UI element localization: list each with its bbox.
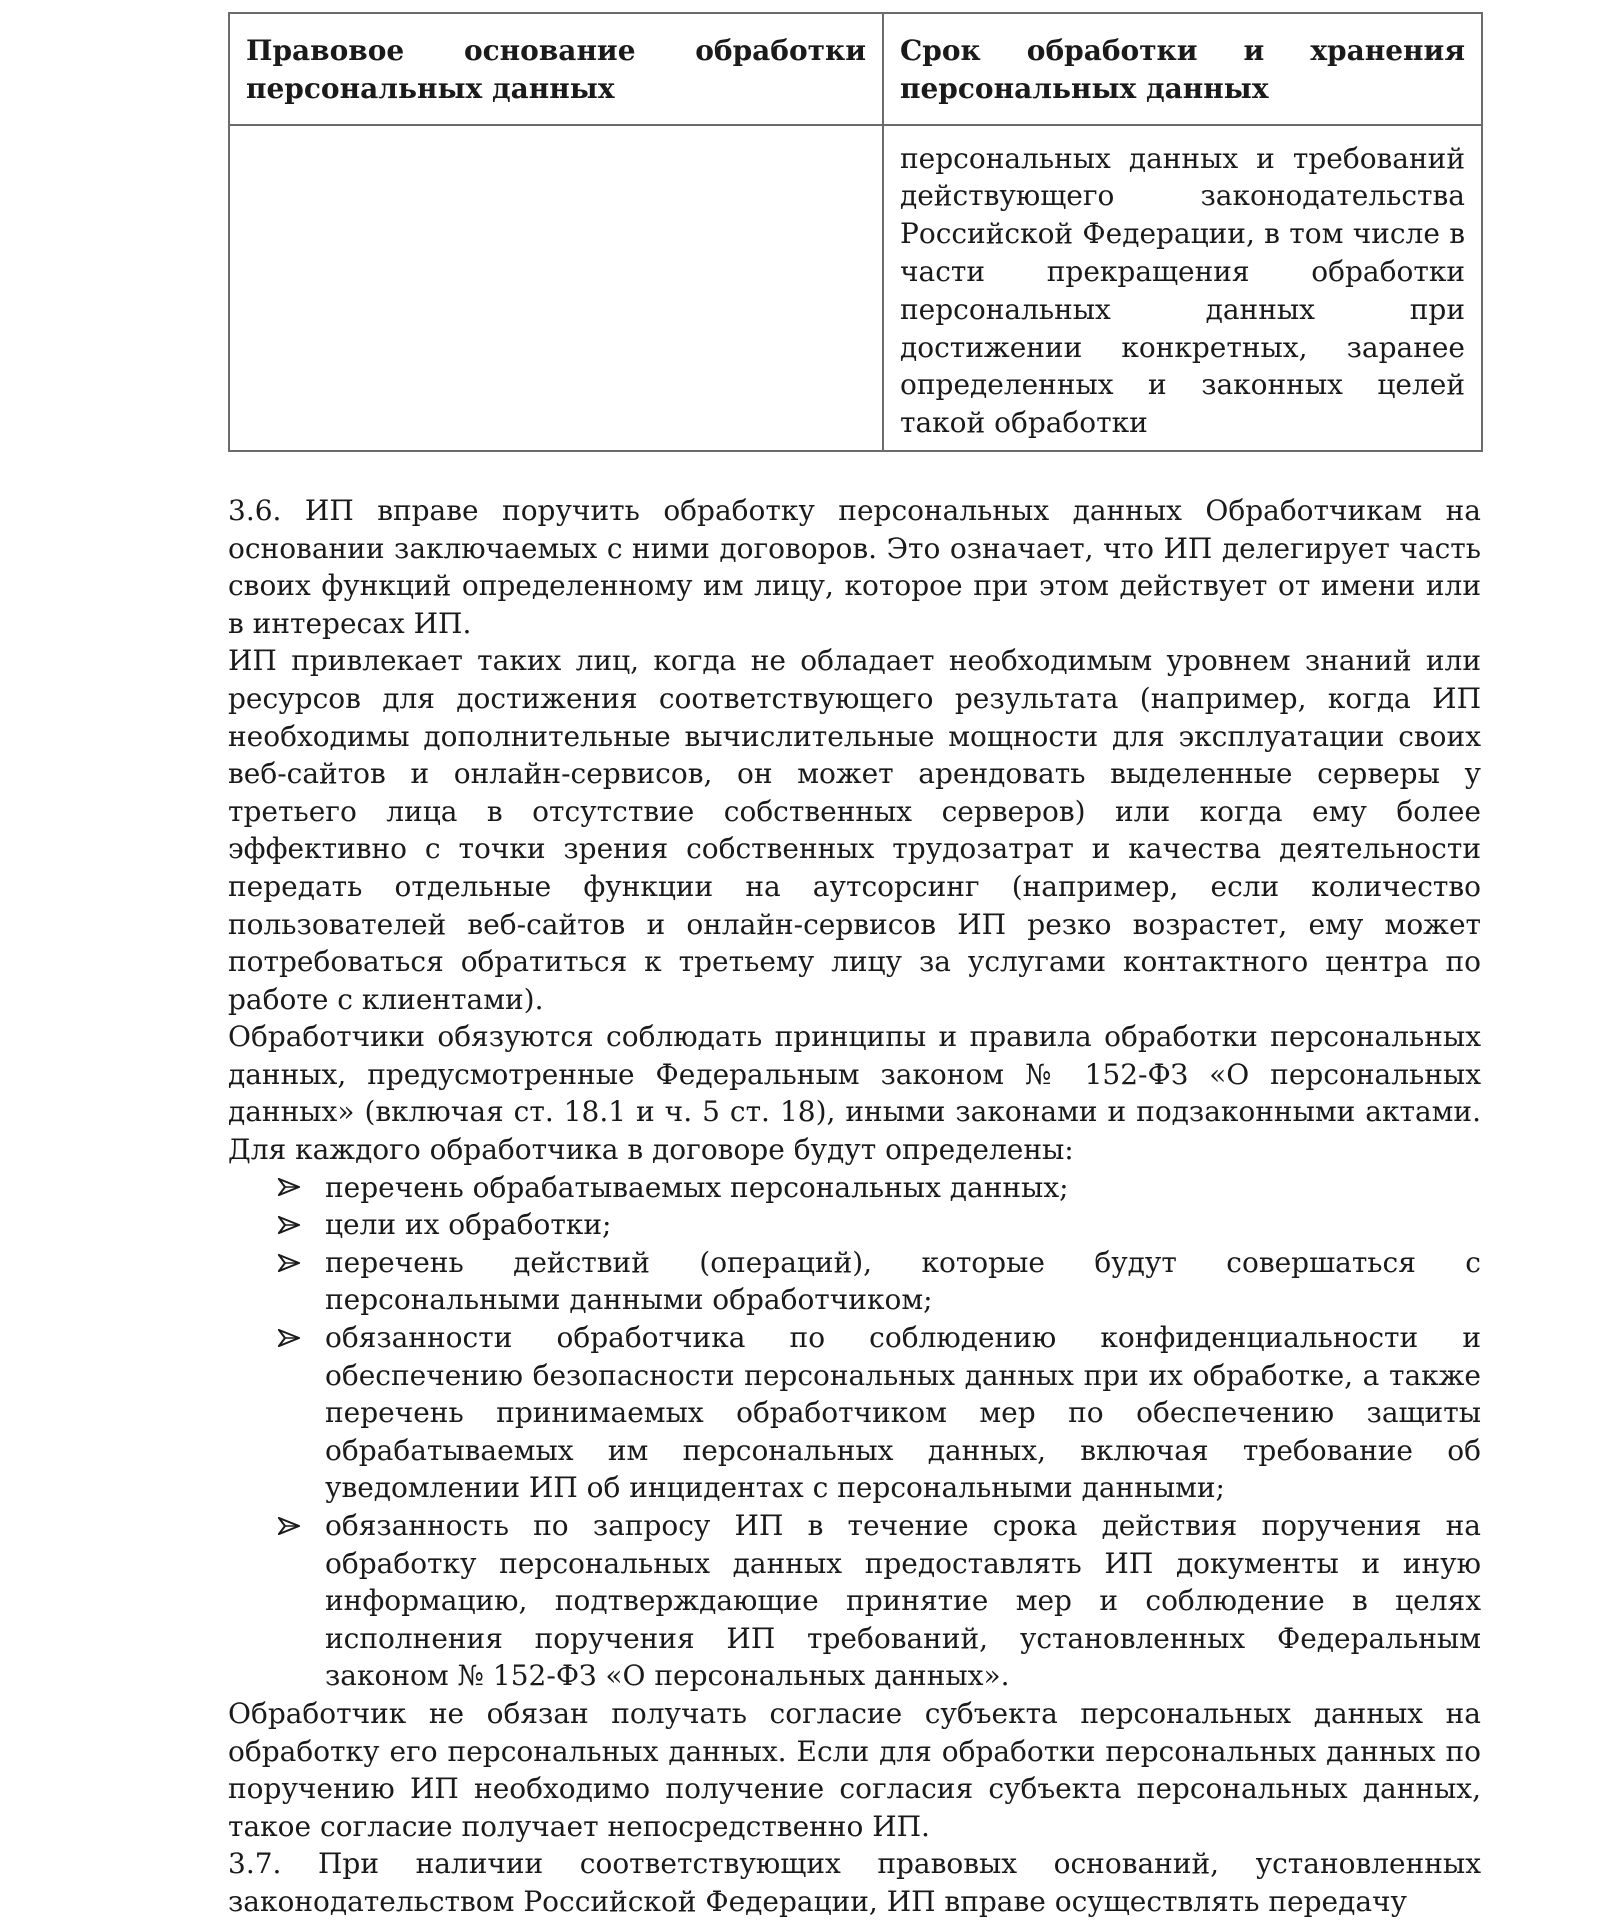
paragraph-processors-obligations: Обработчики обязуются соблюдать принципы и правила обработки персональных данных, предусмотренные Федеральным законом № 152-ФЗ «О персональных данных» (включая ст. 18.1 и ч. 5 ст. 18), иными законами и подзаконными актами. Для каждого обработчика в договоре будут определены:	[228, 1020, 1481, 1167]
arrowhead-bullet-icon	[278, 1507, 302, 1545]
list-item	[228, 1169, 1481, 1207]
list-item-text: перечень действий (операций), которые будут совершаться с персональными данными обработчиком;	[325, 1245, 1481, 1317]
paragraph-processors-purpose: ИП привлекает таких лиц, когда не обладает необходимым уровнем знаний или ресурсов для достижения соответствующего результата (например, когда ИП необходимы дополнительные вычислительные мощности для эксплуатации своих веб-сайтов и онлайн-сервисов, он может арендовать выделенные серверы у третьего лица в отсутствие собственных серверов) или когда ему более эффективно с точки зрения собственных трудозатрат и качества деятельности передать отдельные функции на аутсорсинг (например, если количество пользователей веб-сайтов и онлайн-сервисов ИП резко возрастет, ему может потребоваться обратиться к третьему лицу за услугами контактного центра по работе с клиентами).	[228, 644, 1481, 1016]
document-page	[228, 12, 1481, 1921]
list-item	[228, 1206, 1481, 1244]
cell-legal-basis	[229, 125, 883, 451]
arrowhead-bullet-icon	[278, 1319, 302, 1357]
retention-table	[228, 12, 1483, 452]
list-item-text: цели их обработки;	[325, 1208, 612, 1242]
cell-retention-period: персональных данных и требований действующего законодательства Российской Федерации, в том числе в части прекращения обработки персональных данных при достижении конкретных, заранее определенных и законных целей такой обработки	[883, 125, 1482, 451]
list-item	[228, 1507, 1481, 1695]
header-legal-basis: Правовое основание обработки персональных данных	[229, 13, 883, 125]
table-header-row	[229, 13, 1482, 125]
header-retention-period: Срок обработки и хранения персональных данных	[883, 13, 1482, 125]
arrowhead-bullet-icon	[278, 1206, 302, 1244]
arrowhead-bullet-icon	[278, 1169, 302, 1207]
list-item	[228, 1319, 1481, 1507]
list-item	[228, 1244, 1481, 1319]
list-item-text: обязанность по запросу ИП в течение срока действия поручения на обработку персональных данных предоставлять ИП документы и иную информацию, подтверждающие принятие мер и соблюдение в целях исполнения поручения ИП требований, установленных Федеральным законом № 152-ФЗ «О персональных данных».	[325, 1509, 1481, 1693]
list-item-text: обязанности обработчика по соблюдению конфиденциальности и обеспечению безопасности персональных данных при их обработке, а также перечень принимаемых обработчиком мер по обеспечению защиты обрабатываемых им персональных данных, включая требование об уведомлении ИП об инцидентах с персональными данными;	[325, 1321, 1481, 1505]
contract-terms-list	[228, 1169, 1481, 1695]
arrowhead-bullet-icon	[278, 1244, 302, 1282]
paragraph-3-7: 3.7. При наличии соответствующих правовых оснований, установленных законодательством Российской Федерации, ИП вправе осуществлять передачу	[228, 1847, 1481, 1918]
paragraph-consent: Обработчик не обязан получать согласие субъекта персональных данных на обработку его персональных данных. Если для обработки персональных данных по поручению ИП необходимо получение согласия субъекта персональных данных, такое согласие получает непосредственно ИП.	[228, 1696, 1481, 1843]
paragraph-3-6: 3.6. ИП вправе поручить обработку персональных данных Обработчикам на основании заключаемых с ними договоров. Это означает, что ИП делегирует часть своих функций определенному им лицу, которое при этом действует от имени или в интересах ИП.	[228, 493, 1481, 640]
table-row	[229, 125, 1482, 451]
document-body	[228, 492, 1481, 1921]
list-item-text: перечень обрабатываемых персональных данных;	[325, 1170, 1069, 1204]
